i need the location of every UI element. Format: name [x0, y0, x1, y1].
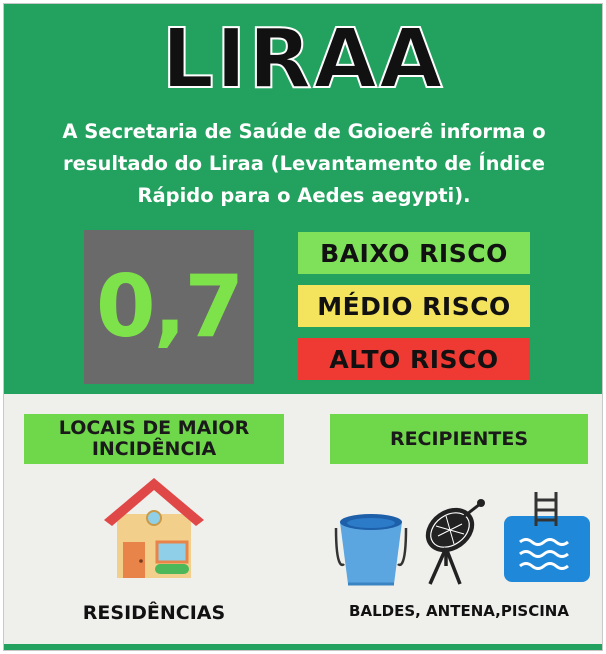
page-title: LIRAA	[161, 12, 445, 107]
index-box	[84, 230, 254, 384]
risk-medium-badge: MÉDIO RISCO	[298, 285, 530, 327]
index-value: 0,7	[95, 257, 243, 357]
house-icon	[99, 476, 209, 586]
header-panel	[4, 4, 602, 394]
info-text: A Secretaria de Saúde de Goioerê informa o resultado do Liraa (Levantamento de Índice Rápido para o Aedes aegypti).	[62, 120, 546, 207]
risk-low-badge: BAIXO RISCO	[298, 232, 530, 274]
satellite-dish-icon	[416, 496, 496, 588]
infographic	[3, 3, 603, 651]
containers-caption: BALDES, ANTENA,PISCINA	[349, 602, 569, 620]
bucket-icon	[330, 504, 412, 590]
containers-heading: RECIPIENTES	[330, 414, 588, 464]
locations-caption: RESIDÊNCIAS	[82, 602, 226, 624]
locations-heading: LOCAIS DE MAIOR INCIDÊNCIA	[24, 414, 284, 464]
footer-bar	[4, 644, 602, 650]
risk-high-badge: ALTO RISCO	[298, 338, 530, 380]
pool-icon	[500, 490, 596, 586]
